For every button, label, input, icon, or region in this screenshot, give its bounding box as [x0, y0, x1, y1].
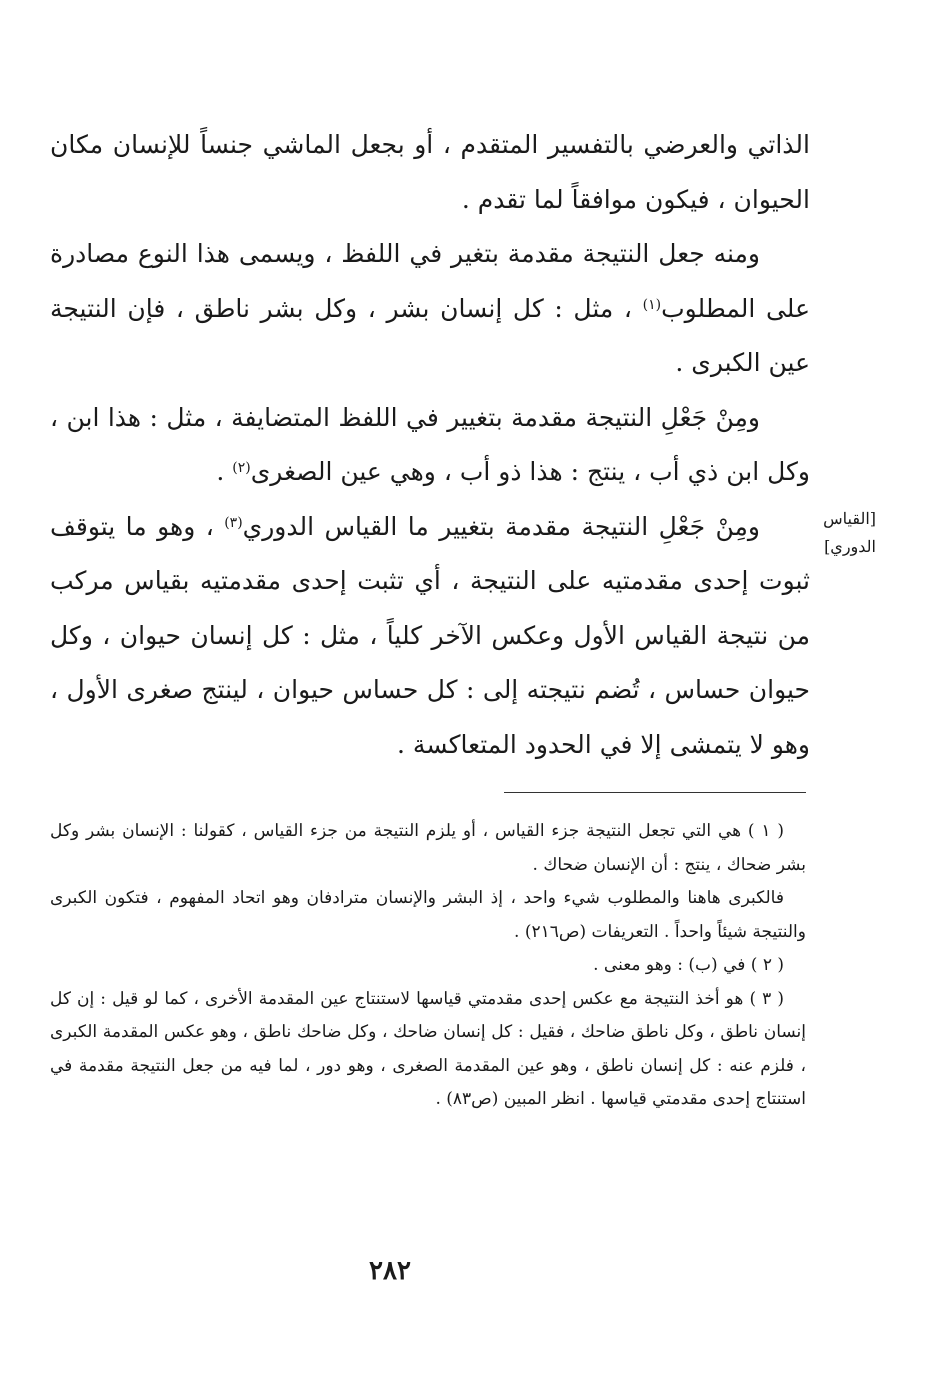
paragraph-2-text-a: ومنه جعل النتيجة مقدمة بتغير في اللفظ ، ويسمى هذا النوع مصادرة على المطلوب: [50, 239, 810, 323]
margin-note: [812, 505, 876, 561]
paragraph-1: الذاتي والعرضي بالتفسير المتقدم ، أو بجعل الماشي جنساً للإنسان مكان الحيوان ، فيكون موافقاً لما تقدم .: [50, 130, 810, 214]
paragraph-4: [50, 500, 810, 773]
page-number: ٢٨٢: [369, 1256, 411, 1286]
main-text: [50, 118, 810, 772]
paragraph-4-text-a: ومِنْ جَعْلِ النتيجة مقدمة بتغيير ما القياس الدوري: [242, 511, 760, 541]
footnotes: [50, 815, 806, 1117]
footnote-ref-2: (٢): [232, 460, 251, 476]
footnote-2: ( ٢ ) في (ب) : وهو معنى .: [593, 955, 784, 975]
paragraph-3: [50, 391, 810, 500]
margin-note-line-1: [القياس: [823, 509, 876, 528]
footnote-3: ( ٣ ) هو أخذ النتيجة مع عكس إحدى مقدمتي قياسها لاستنتاج عين المقدمة الأخرى ، كما لو قيل : إن كل إنسان ناطق ، وكل ناطق ضاحك ، فقيل : كل إنسان ضاحك ، وكل ضاحك ناطق ، وهو عكس المقدمة الكبرى ، فلزم عنه : كل إنسان ناطق ، وهو عين المقدمة الصغرى ، وهو دور ، لما فيه من جعل النتيجة مقدمة في استنتاج إحدى مقدمتي قياسها . انظر المبين (ص٨٣) .: [50, 988, 806, 1109]
paragraph-4-text-b: ، وهو ما يتوقف ثبوت إحدى مقدمتيه على النتيجة ، أي تثبت إحدى مقدمتيه بقياس مركب من نتيجة القياس الأول وعكس الآخر كلياً ، مثل : كل إنسان حيوان ، وكل حيوان حساس ، تُضم نتيجته إلى : كل حساس حيوان ، لينتج صغرى الأول ، وهو لا يتمشى إلا في الحدود المتعاكسة .: [50, 511, 810, 759]
footnote-1-continued: فالكبرى هاهنا والمطلوب شيء واحد ، إذ البشر والإنسان مترادفان وهو اتحاد المفهوم ، فتكون الكبرى والنتيجة شيئاً واحداً . التعريفات (ص٢١٦) .: [50, 888, 806, 942]
paragraph-2: [50, 227, 810, 391]
paragraph-2-text-b: ، مثل : كل إنسان بشر ، وكل بشر ناطق ، فإن النتيجة عين الكبرى .: [50, 293, 810, 377]
paragraph-3-text-b: .: [216, 457, 233, 486]
margin-note-line-2: الدوري]: [824, 537, 876, 556]
footnote-1: ( ١ ) هي التي تجعل النتيجة جزء القياس ، أو يلزم النتيجة من جزء القياس ، كقولنا : الإنسان بشر وكل بشر ضحاك ، ينتج : أن الإنسان ضحاك .: [50, 821, 806, 875]
paragraph-3-text-a: ومِنْ جَعْلِ النتيجة مقدمة بتغيير في اللفظ المتضايفة ، مثل : هذا ابن ، وكل ابن ذي أب ، ينتج : هذا ذو أب ، وهي عين الصغرى: [50, 402, 810, 486]
footnote-ref-3: (٣): [224, 514, 243, 531]
footnote-ref-1: (١): [642, 296, 662, 313]
footnote-separator: [504, 792, 806, 793]
